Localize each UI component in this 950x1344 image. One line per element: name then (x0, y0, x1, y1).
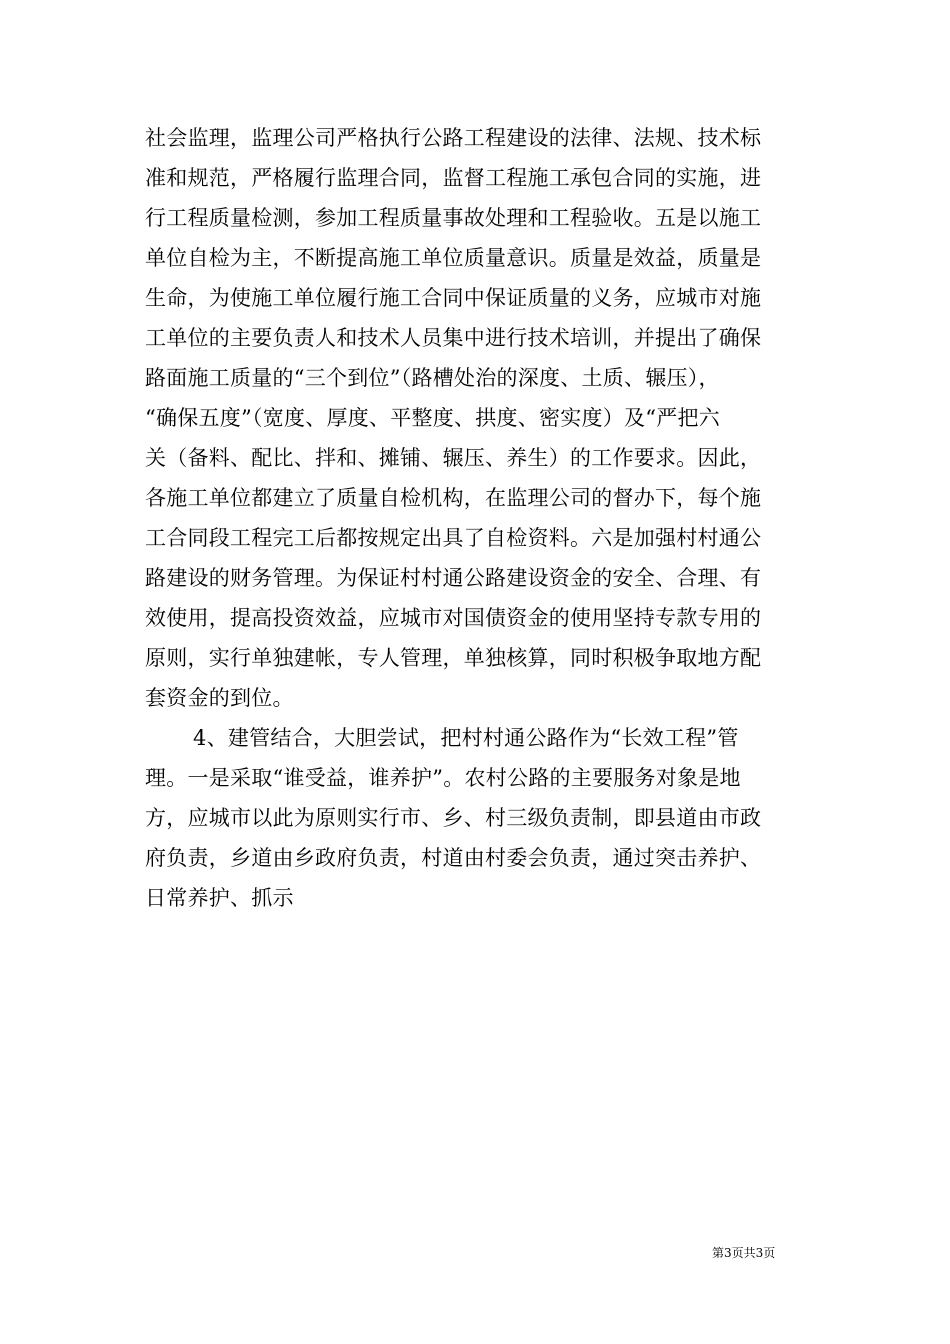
text-line: 路建设的财务管理。为保证村村通公路建设资金的安全、合理、有 (145, 566, 762, 590)
text-line: 单位自检为主，不断提高施工单位质量意识。质量是效益，质量是 (145, 246, 762, 270)
text-line: 效使用，提高投资效益，应城市对国债资金的使用坚持专款专用的 (145, 606, 762, 630)
text-line: 原则，实行单独建帐，专人管理，单独核算，同时积极争取地方配 (145, 646, 762, 670)
text-line: 府负责，乡道由乡政府负责，村道由村委会负责，通过突击养护、 (145, 846, 762, 870)
text-line: 方，应城市以此为原则实行市、乡、村三级负责制，即县道由市政 (145, 806, 762, 830)
text-line: 日常养护、抓示 (145, 886, 294, 910)
text-line: 社会监理，监理公司严格执行公路工程建设的法律、法规、技术标 (145, 126, 762, 150)
text-line: 工单位的主要负责人和技术人员集中进行技术培训，并提出了确保 (145, 326, 762, 350)
text-line: 工合同段工程完工后都按规定出具了自检资料。六是加强村村通公 (145, 526, 762, 550)
text-line: 套资金的到位。 (145, 686, 294, 710)
body-text (145, 118, 815, 918)
page-number-footer: 第3页共3页 (712, 1246, 776, 1260)
text-line: 生命，为使施工单位履行施工合同中保证质量的义务，应城市对施 (145, 286, 762, 310)
paragraph-start-line: 4、建管结合，大胆尝试，把村村通公路作为“长效工程”管 (193, 726, 739, 750)
text-line: 各施工单位都建立了质量自检机构，在监理公司的督办下，每个施 (145, 486, 762, 510)
text-line: 理。一是采取“谁受益，谁养护”。农村公路的主要服务对象是地 (145, 766, 741, 790)
text-line: 行工程质量检测，参加工程质量事故处理和工程验收。五是以施工 (145, 206, 762, 230)
text-line: “确保五度”（宽度、厚度、平整度、拱度、密实度）及“严把六 (145, 406, 720, 430)
text-line: 路面施工质量的“三个到位”（路槽处治的深度、土质、辗压）， (145, 366, 720, 390)
text-line: 关（备料、配比、拌和、摊铺、辗压、养生）的工作要求。因此， (145, 446, 762, 470)
text-line: 准和规范，严格履行监理合同，监督工程施工承包合同的实施，进 (145, 166, 762, 190)
